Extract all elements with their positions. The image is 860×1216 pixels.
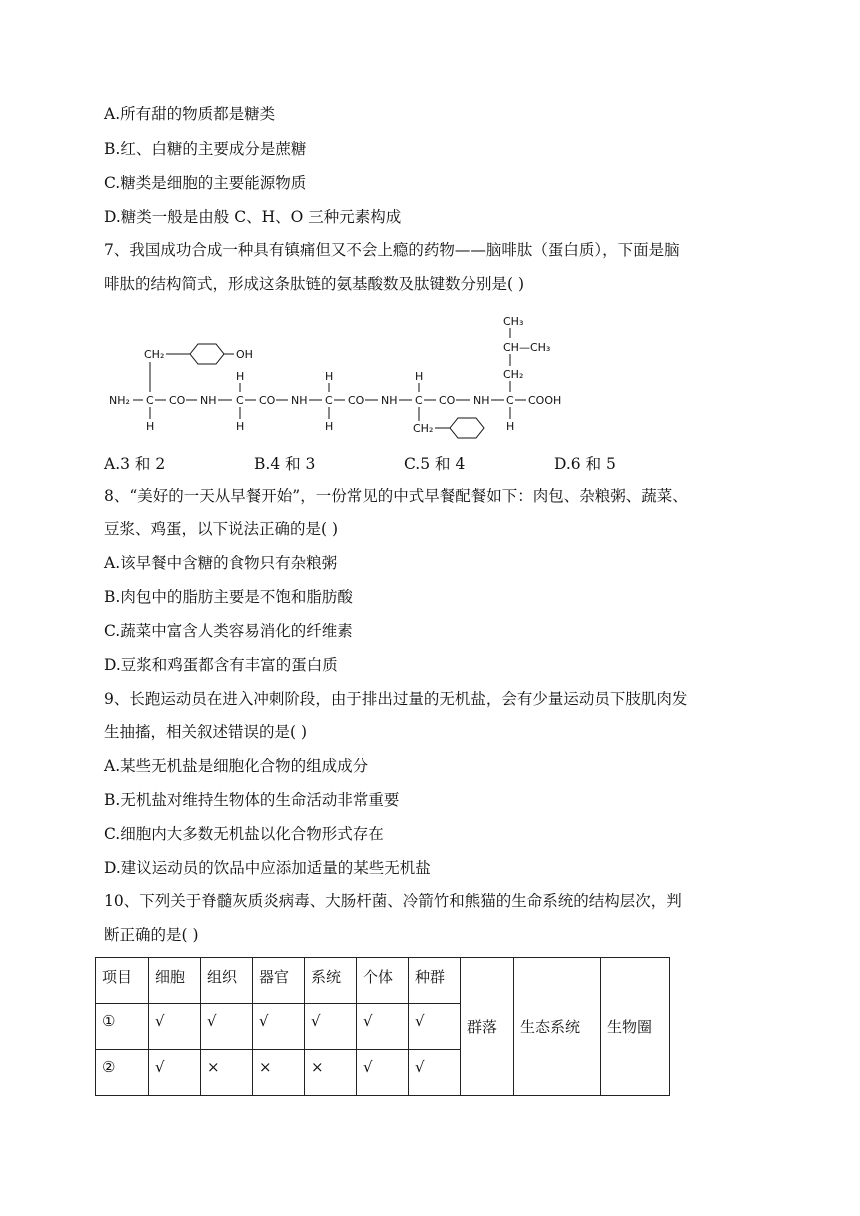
table-header-cell: 细胞 xyxy=(149,958,201,1004)
q9-stem-line1: 9、长跑运动员在进入冲刺阶段，由于排出过量的无机盐，会有少量运动员下肢肌肉发 xyxy=(104,690,688,708)
phe-top-h: H xyxy=(415,370,424,383)
table-cell: √ xyxy=(149,1004,201,1050)
table-cell: √ xyxy=(305,1004,357,1050)
table-cell: √ xyxy=(149,1050,201,1096)
table-cell: √ xyxy=(357,1004,409,1050)
table-header-cell: 种群 xyxy=(409,958,461,1004)
merged-cell-biosphere: 生物圈 xyxy=(601,958,670,1096)
q6-option-d: D.糖类一般是由般 C、H、O 三种元素构成 xyxy=(104,208,402,226)
q7-options xyxy=(104,452,744,472)
tyr-oh: OH xyxy=(236,348,253,361)
life-system-levels-table xyxy=(95,957,670,1096)
table-cell: ② xyxy=(96,1050,149,1096)
merged-cell-ecosystem: 生态系统 xyxy=(514,958,601,1096)
chain-c1: C xyxy=(146,394,154,407)
q7-stem-line1: 7、我国成功合成一种具有镇痛但又不会上瘾的药物——脑啡肽（蛋白质），下面是脑 xyxy=(104,241,680,259)
table-cell: √ xyxy=(253,1004,305,1050)
q9-option-c: C.细胞内大多数无机盐以化合物形式存在 xyxy=(104,825,384,843)
q7-stem-line2: 啡肽的结构简式，形成这条肽链的氨基酸数及肽键数分别是( ) xyxy=(104,275,525,293)
q10-stem-line1: 10、下列关于脊髓灰质炎病毒、大肠杆菌、冷箭竹和熊猫的生命系统的结构层次，判 xyxy=(104,892,682,910)
table-cell: √ xyxy=(409,1004,461,1050)
q6-option-c: C.糖类是细胞的主要能源物质 xyxy=(104,174,307,192)
q8-stem-line2: 豆浆、鸡蛋，以下说法正确的是( ) xyxy=(104,520,339,538)
table-cell: × xyxy=(305,1050,357,1096)
table-header-cell: 个体 xyxy=(357,958,409,1004)
q8-option-c: C.蔬菜中富含人类容易消化的纤维素 xyxy=(104,622,353,640)
chain-c3: C xyxy=(325,394,333,407)
q6-option-a: A.所有甜的物质都是糖类 xyxy=(104,105,276,123)
chain-nh2: NH₂ xyxy=(109,394,130,407)
chain-nh1: NH xyxy=(200,394,217,407)
chain-nh3: NH xyxy=(381,394,398,407)
enkephalin-structural-formula xyxy=(100,306,580,442)
table-header-cell: 器官 xyxy=(253,958,305,1004)
table-header-cell: 项目 xyxy=(96,958,149,1004)
leu-ch2: CH₂ xyxy=(503,368,524,381)
gly2-top-h: H xyxy=(325,370,334,383)
bottom-h-5: H xyxy=(506,420,515,433)
bottom-h-1: H xyxy=(146,420,155,433)
q7-option-c: C.5 和 4 xyxy=(404,455,466,473)
chain-cooh: COOH xyxy=(528,394,562,407)
table-cell: ① xyxy=(96,1004,149,1050)
table-header-cell: 组织 xyxy=(201,958,253,1004)
q8-option-d: D.豆浆和鸡蛋都含有丰富的蛋白质 xyxy=(104,656,338,674)
gly1-top-h: H xyxy=(236,370,245,383)
q9-option-a: A.某些无机盐是细胞化合物的组成成分 xyxy=(104,757,369,775)
q7-option-b: B.4 和 3 xyxy=(254,455,316,473)
q8-stem-line1: 8、“美好的一天从早餐开始”，一份常见的中式早餐配餐如下：肉包、杂粮粥、蔬菜、 xyxy=(104,487,688,505)
q7-option-a: A.3 和 2 xyxy=(104,455,166,473)
chain-c2: C xyxy=(236,394,244,407)
bottom-h-2: H xyxy=(236,420,245,433)
q6-option-b: B.红、白糖的主要成分是蔗糖 xyxy=(104,140,307,158)
table-cell: × xyxy=(201,1050,253,1096)
merged-cell-community: 群落 xyxy=(461,958,514,1096)
q7-option-d: D.6 和 5 xyxy=(554,455,616,473)
leu-ch3-top: CH₃ xyxy=(503,315,524,328)
phe-ch2: CH₂ xyxy=(413,422,434,435)
q10-stem-line2: 断正确的是( ) xyxy=(104,926,199,944)
chain-nh4: NH xyxy=(473,394,490,407)
table-header-row xyxy=(96,958,670,1004)
chain-co1: CO xyxy=(169,394,186,407)
bottom-h-3: H xyxy=(325,420,334,433)
leu-ch-ch3: CH—CH₃ xyxy=(503,341,551,354)
chain-co2: CO xyxy=(259,394,276,407)
q9-option-d: D.建议运动员的饮品中应添加适量的某些无机盐 xyxy=(104,859,431,877)
chain-c4: C xyxy=(415,394,423,407)
table-cell: × xyxy=(253,1050,305,1096)
chain-co4: CO xyxy=(439,394,456,407)
tyr-benzene-ring xyxy=(190,344,224,364)
tyr-ch2: CH₂ xyxy=(144,348,165,361)
chain-nh2b: NH xyxy=(291,394,308,407)
table-cell: √ xyxy=(357,1050,409,1096)
chain-co3: CO xyxy=(348,394,365,407)
q9-stem-line2: 生抽搐，相关叙述错误的是( ) xyxy=(104,723,308,741)
table-cell: √ xyxy=(201,1004,253,1050)
table-header-cell: 系统 xyxy=(305,958,357,1004)
q8-option-a: A.该早餐中含糖的食物只有杂粮粥 xyxy=(104,554,338,572)
chain-c5: C xyxy=(506,394,514,407)
table-cell: √ xyxy=(409,1050,461,1096)
q9-option-b: B.无机盐对维持生物体的生命活动非常重要 xyxy=(104,791,400,809)
q8-option-b: B.肉包中的脂肪主要是不饱和脂肪酸 xyxy=(104,588,353,606)
phe-benzene-ring xyxy=(450,418,484,438)
